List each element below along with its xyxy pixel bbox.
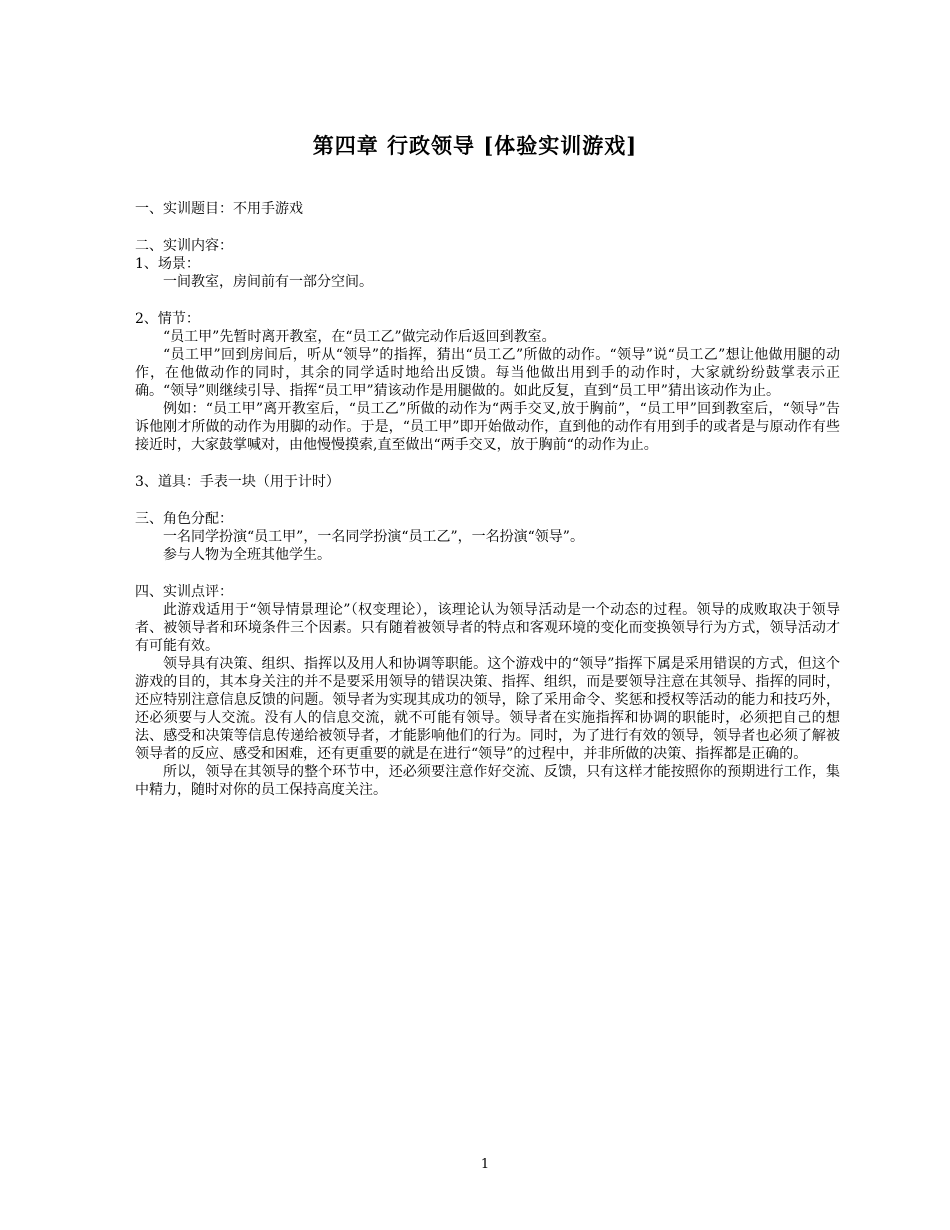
section-heading-1: 一、实训题目：不用手游戏 <box>135 201 303 217</box>
role-line: 一名同学扮演“员工甲”，一名同学扮演“员工乙”，一名扮演“领导”。 <box>163 529 584 545</box>
plot-paragraph: 例如：“员工甲”离开教室后，“员工乙”所做的动作为“两手交叉,放于胸前”，“员工甲”回到教室后，“领导”告诉他刚才所做的动作为用脚的动作。于是，“员工甲”即开始做动作，直到他的动作有用到手的或者是与原动作有些接近时，大家鼓掌喊对，由他慢慢摸索,直至做出“两手交叉，放于胸前“的动作为止。 <box>135 401 840 453</box>
scene-text: 一间教室，房间前有一部分空间。 <box>163 274 373 290</box>
spacer <box>135 218 840 237</box>
review-paragraph: 所以，领导在其领导的整个环节中，还必须要注意作好交流、反馈，只有这样才能按照你的预期进行工作，集中精力，随时对你的员工保持高度关注。 <box>135 764 840 798</box>
plot-paragraph: “员工甲”先暂时离开教室，在“员工乙”做完动作后返回到教室。 <box>163 329 556 345</box>
plot-paragraph: “员工甲”回到房间后，听从“领导”的指挥，猜出“员工乙”所做的动作。“领导”说“员工乙”想让他做用腿的动作，在他做动作的同时，其余的同学适时地给出反馈。每当他做出用到手的动作时，大家就纷纷鼓掌表示正确。“领导”则继续引导、指挥“员工甲”猜该动作是用腿做的。如此反复，直到“员工甲”猜出该动作为止。 <box>135 347 840 399</box>
review-paragraph: 此游戏适用于“领导情景理论”（权变理论），该理论认为领导活动是一个动态的过程。领导的成败取决于领导者、被领导者和环境条件三个因素。只有随着被领导者的特点和客观环境的变化而变换领导行为方式，领导活动才有可能有效。 <box>135 602 840 654</box>
section-heading-2: 二、实训内容： <box>135 238 233 254</box>
role-line: 参与人物为全班其他学生。 <box>163 547 331 563</box>
props-heading: 3、道具：手表一块（用于计时） <box>135 474 340 490</box>
plot-heading: 2、情节： <box>135 311 200 327</box>
spacer <box>135 491 840 510</box>
review-paragraph: 领导具有决策、组织、指挥以及用人和协调等职能。这个游戏中的“领导”指挥下属是采用错误的方式，但这个游戏的目的，其本身关注的并不是要采用领导的错误决策、指挥、组织，而是要领导注意在其领导、指挥的同时，还应特别注意信息反馈的问题。领导者为实现其成功的领导，除了采用命令、奖惩和授权等活动的能力和技巧外，还必须要与人交流。没有人的信息交流，就不可能有领导。领导者在实施指挥和协调的职能时，必须把自己的想法、感受和决策等信息传递给被领导者，才能影响他们的行为。同时，为了进行有效的领导，领导者也必须了解被领导者的反应、感受和困难，还有更重要的就是在进行“领导”的过程中，并非所做的决策、指挥都是正确的。 <box>135 656 840 762</box>
section-heading-3: 三、角色分配： <box>135 511 233 527</box>
document-body <box>135 200 840 799</box>
scene-heading: 1、场景： <box>135 256 200 272</box>
page-number: 1 <box>480 1157 490 1172</box>
spacer <box>135 291 840 310</box>
section-heading-4: 四、实训点评： <box>135 584 233 600</box>
spacer <box>135 564 840 583</box>
spacer <box>135 454 840 473</box>
page-title: 第四章 行政领导 [体验实训游戏] <box>312 133 638 158</box>
